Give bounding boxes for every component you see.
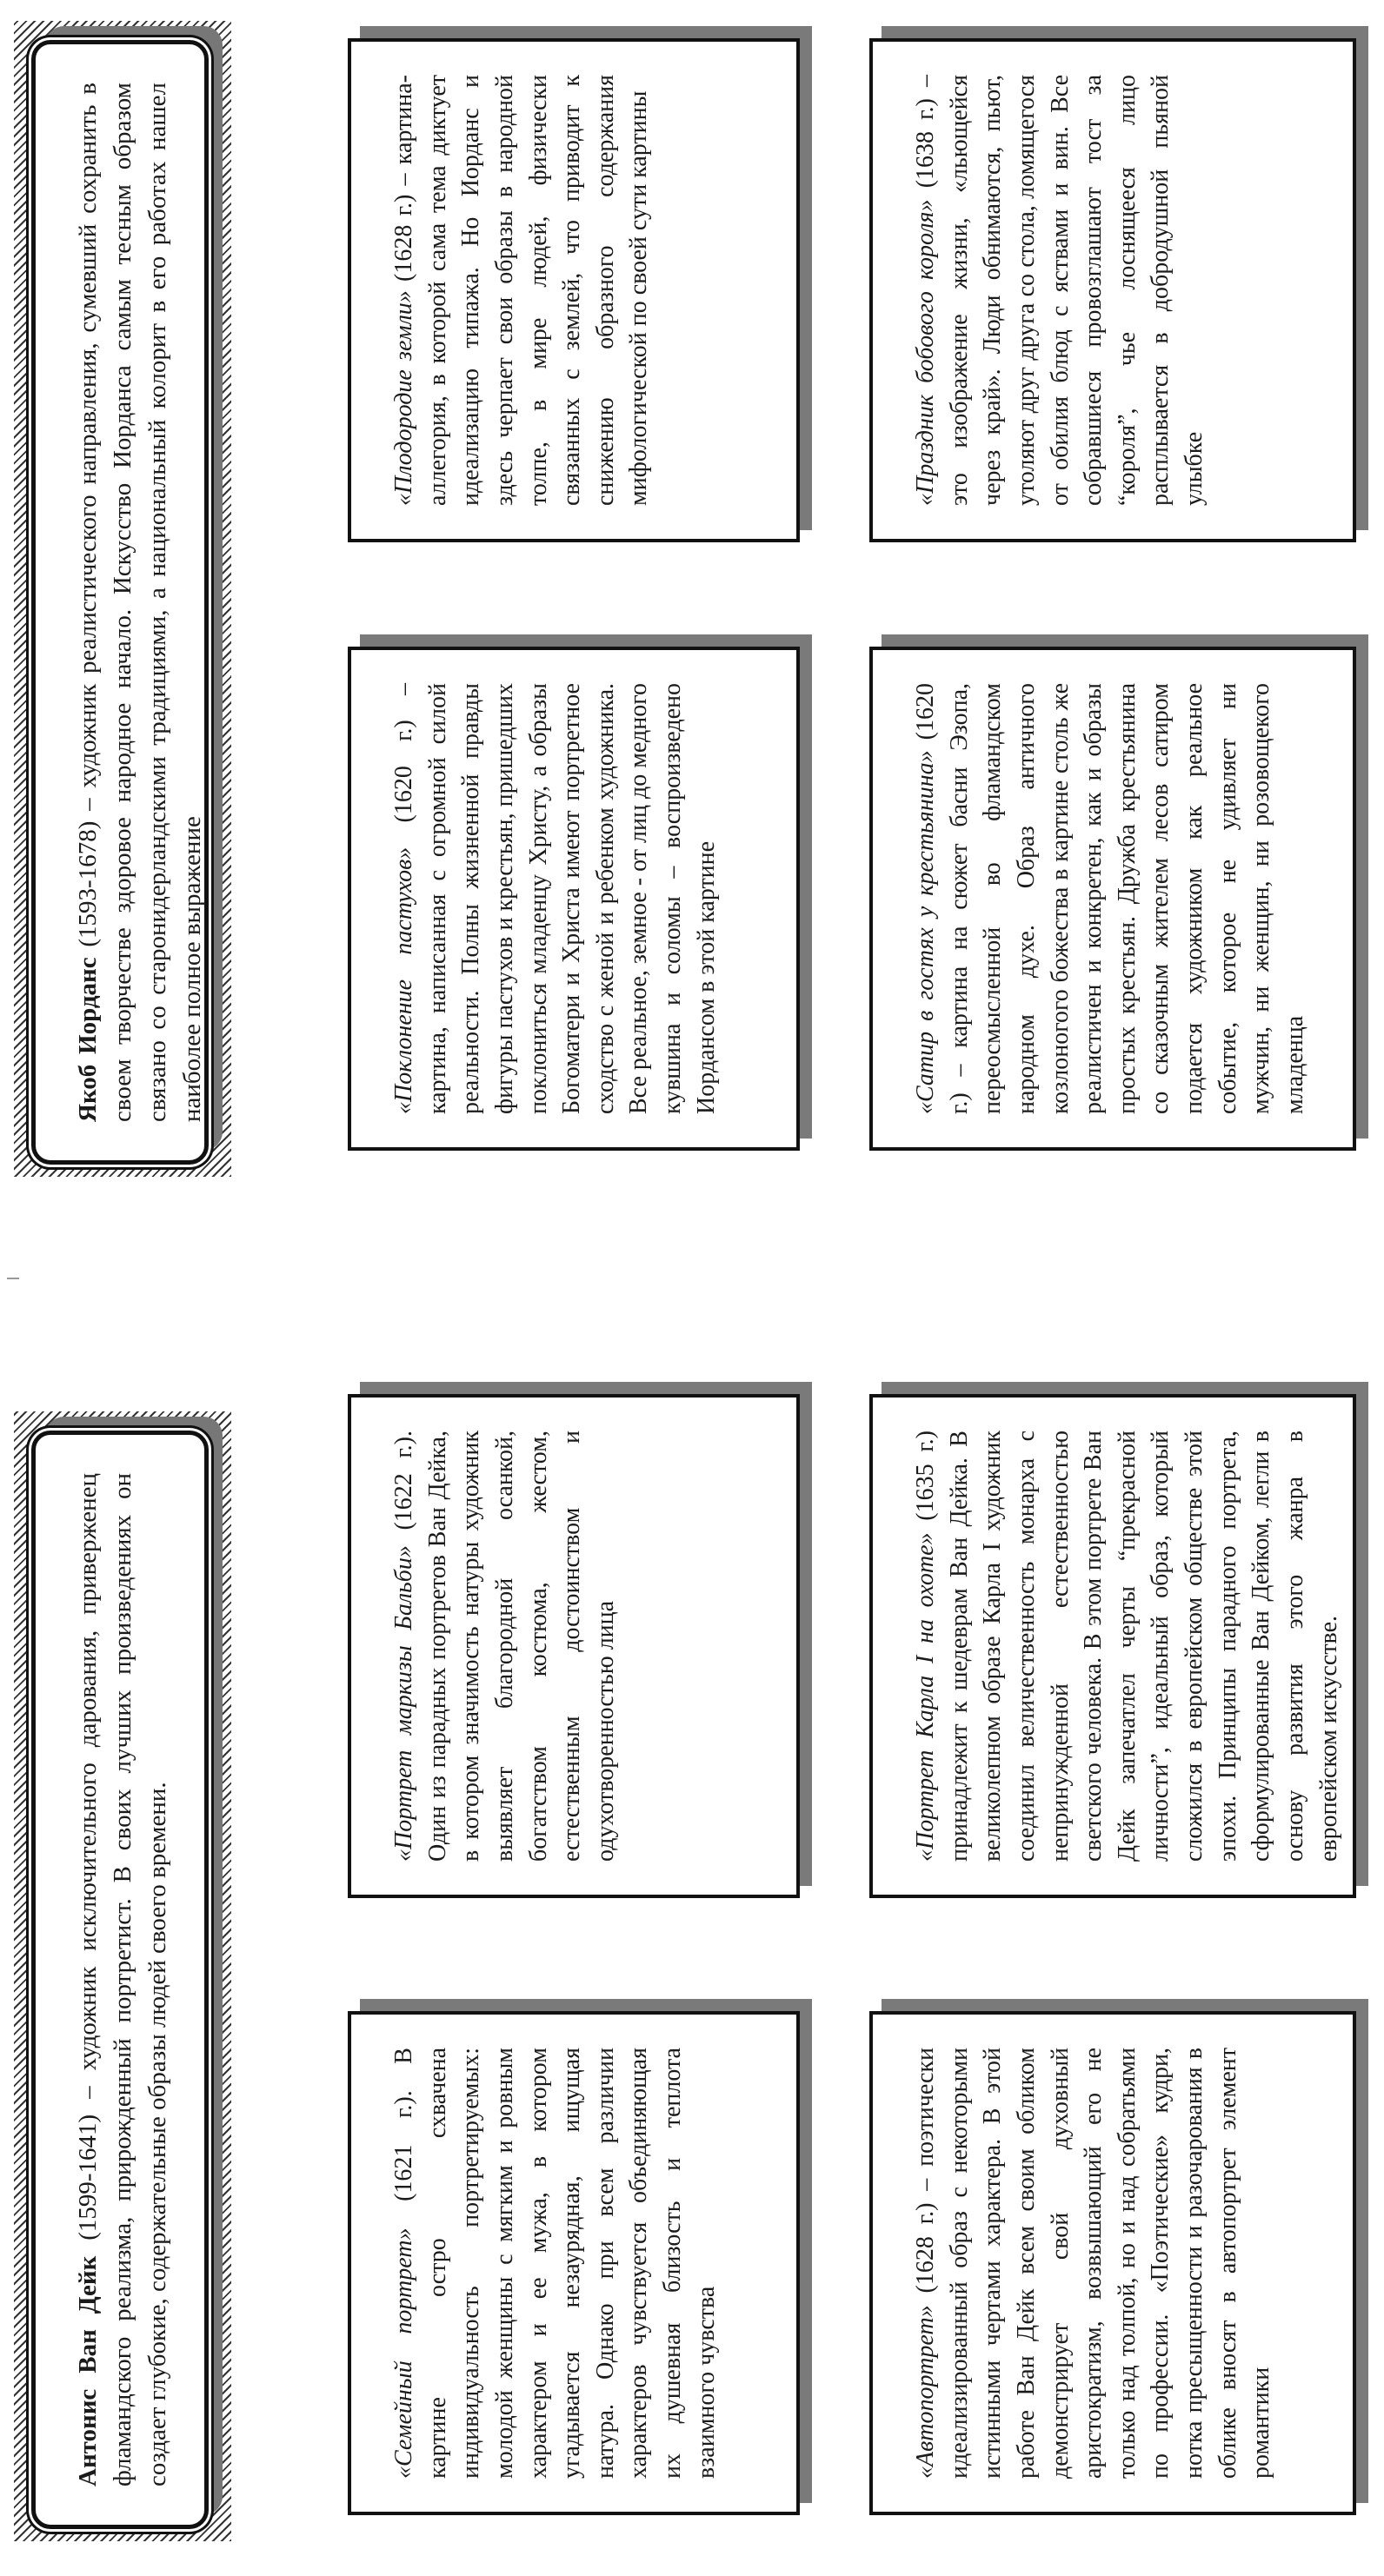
work-date: (1620 г.) xyxy=(912,683,973,1114)
work-text: В картине остро схвачена индивидуальность портретируемых: молодой женщины с мягким и ровным характером и ее мужа, в котором угадывается незаурядная, ищущая натура. Однако при всем различии характеров чувствуется объединяющая их душевная близость и теплота взаимного чувства xyxy=(390,2048,720,2479)
work-title: «Семейный портрет» xyxy=(390,2227,417,2479)
work-date: (1621 г.). xyxy=(390,2090,417,2228)
work-title: «Автопортрет» xyxy=(912,2305,939,2479)
work-text: принадлежит к шедеврам Ван Дейка. В великолепном образе Карла I художник соединил величественность монарха с непринужденной естественностью светского человека. В этом портрете Ван Дейк запечатлел черты “прекрасной личности”, идеальный образ, который сложился в европейском обществе этой эпохи. Принципы парадного портрета, сформулированные Ван Дейком, легли в основу развития этого жанра в европейском искусстве. xyxy=(945,1431,1342,1862)
work-date: (1635 г.) xyxy=(912,1431,939,1533)
vandyck-work-family-portrait xyxy=(348,2011,800,2515)
work-title: «Поклонение пастухов» xyxy=(390,846,417,1114)
vandyck-header-box xyxy=(31,1431,209,2529)
work-text: – картина-аллегория, в которой сама тема диктует идеализацию типажа. Но Иорданс и здесь черпает свои образы в народной толпе, в мире людей, физически связанных с землей, что приводит к снижению образного содержания мифологической по своей сути картины xyxy=(390,75,653,506)
vandyck-work-self-portrait xyxy=(869,2011,1356,2515)
vandyck-work-balbi xyxy=(348,1394,800,1898)
work-text: – это изображение жизни, «льющейся через край». Люди обнимаются, пьют, утоляют друг друга со стола, ломящегося от обилия блюд с яствами и вин. Все собравшиеся провозглашают тост за “короля”, чье лоснящееся лицо расплывается в добродушной пьяной улыбке xyxy=(912,75,1208,506)
jordaens-work-satyr xyxy=(869,647,1356,1151)
work-title: «Плодородие земли» xyxy=(390,290,417,506)
work-text: Один из парадных портретов Ван Дейка, в котором значимость натуры художник выявляет благородной осанкой, богатством костюма, жестом, естественным достоинством и одухотворенностью лица xyxy=(423,1431,619,1862)
work-title: «Портрет маркизы Бальби» xyxy=(390,1545,417,1862)
work-text: – картина на сюжет басни Эзопа, переосмысленной во фламандском народном духе. Образ античного козлоногого божества в картине столь же реалистичен и конкретен, как и образы простых крестьян. Дружба крестьянина со сказочным жителем лесов сатиром подается художником как реальное событие, которое не удивляет ни мужчин, ни женщин, ни розовощекого младенца xyxy=(945,683,1308,1114)
work-date: (1628 г.) xyxy=(390,194,417,291)
vandyck-work-charles-i xyxy=(869,1394,1356,1898)
vandyck-dates: (1599-1641) xyxy=(74,2114,102,2256)
work-date: (1638 г.) xyxy=(912,98,939,200)
vandyck-name: Антонис Ван Дейк xyxy=(74,2255,102,2486)
jordaens-work-shepherds xyxy=(348,647,800,1151)
vandyck-description: – художник исключительного дарования, приверженец фламандского реализма, прирожденный портретист. В своих лучших произведениях он создает глубокие, содержательные образы людей своего времени. xyxy=(74,1473,172,2486)
work-title: «Праздник бобового короля» xyxy=(912,199,939,506)
center-fold-mark xyxy=(7,1278,19,1279)
work-title: «Сатир в гостях у крестьянина» xyxy=(912,750,939,1114)
work-text: – картина, написанная с огромной силой реальности. Полны жизненной правды фигуры пастухов и крестьян, пришедших поклониться младенцу Христу, а образы Богоматери и Христа имеют портретное сходство с женой и ребенком художника. Все реальное, земное - от лиц до медного кувшина и соломы – воспроизведено Иордансом в этой картине xyxy=(390,683,720,1114)
jordaens-header-box xyxy=(31,40,209,1165)
jordaens-work-bean-king xyxy=(869,38,1356,542)
jordaens-work-fertility xyxy=(348,38,800,542)
jordaens-description: – художник реалистического направления, сумевший сохранить в своем творчестве здоровое народное начало. Искусство Иорданса самым тесным образом связано со старонидерландскими традициями, а национальный колорит в его работах нашел наиболее полное выражение xyxy=(74,83,207,1122)
jordaens-name: Якоб Иорданс xyxy=(74,957,102,1122)
work-date: (1628 г.) xyxy=(912,2202,939,2306)
work-title: «Портрет Карла I на охоте» xyxy=(912,1532,939,1862)
work-date: (1622 г.). xyxy=(390,1431,417,1546)
jordaens-dates: (1593-1678) xyxy=(74,820,102,958)
work-date: (1620 г.) xyxy=(390,720,417,847)
work-text: – поэтически идеализированный образ с некоторыми истинными чертами характера. В этой работе Ван Дейк всем своим обликом демонстрирует свой духовный аристократизм, возвышающий его не только над толпой, но и над собратьями по профессии. «Поэтические» кудри, нотка пресыщенности и разочарования в облике вносят в автопортрет элемент романтики xyxy=(912,2048,1275,2479)
